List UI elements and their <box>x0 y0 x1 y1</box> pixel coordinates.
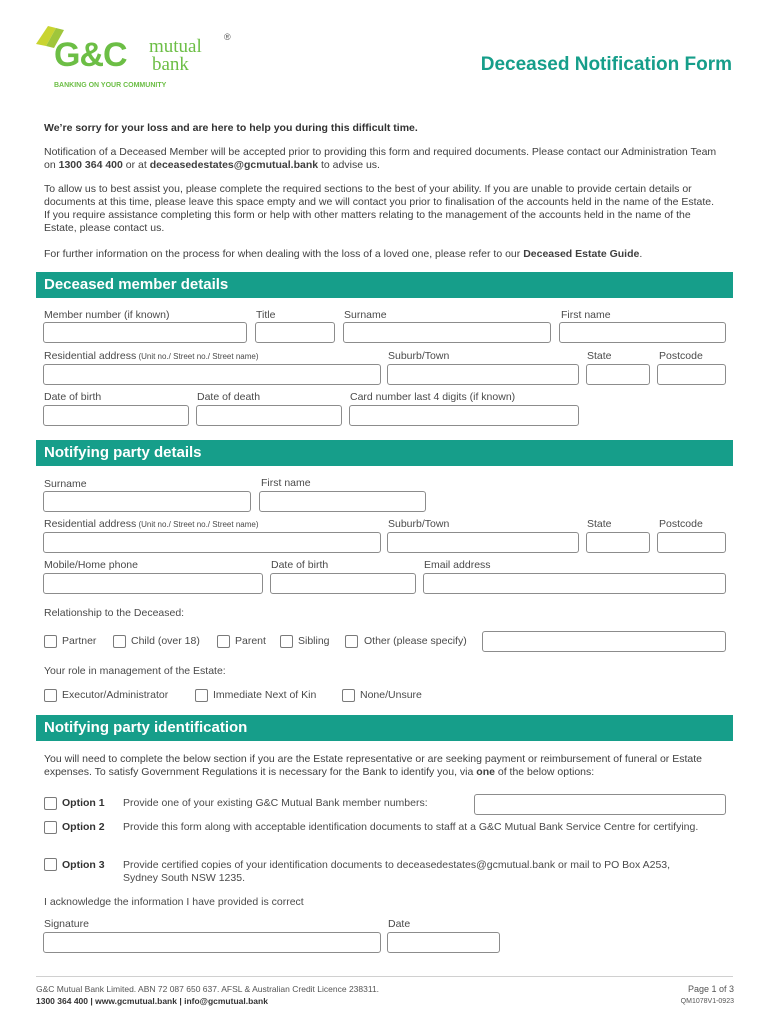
label-np-dob: Date of birth <box>271 559 329 571</box>
label-signature: Signature <box>44 918 89 930</box>
footer-form-code: QM1078V1-0923 <box>680 998 734 1005</box>
label-card-number: Card number last 4 digits (if known) <box>350 391 516 403</box>
label-np-email: Email address <box>424 559 491 571</box>
page-title: Deceased Notification Form <box>480 54 732 75</box>
input-member-number[interactable] <box>43 322 247 343</box>
label-surname: Surname <box>344 309 387 321</box>
label-np-postcode: Postcode <box>659 518 703 530</box>
footer-contacts <box>36 996 268 1006</box>
label-dob: Date of birth <box>44 391 102 403</box>
label-sibling: Sibling <box>298 635 330 647</box>
logo-reg: ® <box>224 32 231 42</box>
label-member-number: Member number (if known) <box>44 309 170 321</box>
input-np-state[interactable] <box>586 532 650 553</box>
input-first-name[interactable] <box>559 322 726 343</box>
section-notifying-heading: Notifying party details <box>36 440 733 466</box>
checkbox-executor[interactable] <box>44 689 57 702</box>
label-executor: Executor/Administrator <box>62 689 169 701</box>
input-np-postcode[interactable] <box>657 532 726 553</box>
input-date[interactable] <box>387 932 500 953</box>
input-member-numbers[interactable] <box>474 794 726 815</box>
intro-paragraph-1 <box>44 146 719 172</box>
label-child: Child (over 18) <box>131 635 200 647</box>
identification-intro-text: You will need to complete the below section if you are the Estate representative or are seeking payment or reimbursement of funeral or Estate expenses. To satisfy Government Regulations it is necessary for the Bank to identify you, via <box>44 753 702 778</box>
intro-paragraph-3 <box>44 248 719 261</box>
option-2-text: Provide this form along with acceptable identification documents to staff at a G&C Mutual Bank Service Centre for certifying. <box>123 821 699 833</box>
label-date: Date <box>388 918 411 930</box>
input-surname[interactable] <box>343 322 551 343</box>
option-1-text: Provide one of your existing G&C Mutual Bank member numbers: <box>123 797 428 809</box>
footer-legal: G&C Mutual Bank Limited. ABN 72 087 650 637. AFSL & Australian Credit Licence 238311. <box>36 984 380 994</box>
footer-separator: | <box>88 996 96 1006</box>
input-np-phone[interactable] <box>43 573 263 594</box>
option-2-label: Option 2 <box>62 821 105 833</box>
input-dob[interactable] <box>43 405 189 426</box>
input-card-number[interactable] <box>349 405 579 426</box>
label-title: Title <box>256 309 276 321</box>
label-role: Your role in management of the Estate: <box>44 665 226 677</box>
checkbox-other[interactable] <box>345 635 358 648</box>
input-dod[interactable] <box>196 405 342 426</box>
label-parent: Parent <box>235 635 266 647</box>
logo-main: G&C <box>54 36 127 74</box>
footer-page-number: Page 1 of 3 <box>687 984 734 994</box>
input-title[interactable] <box>255 322 335 343</box>
input-suburb[interactable] <box>387 364 579 385</box>
input-residential-address[interactable] <box>43 364 381 385</box>
identification-intro <box>44 753 719 779</box>
footer-phone: 1300 364 400 <box>36 996 88 1006</box>
label-np-first-name: First name <box>261 477 311 489</box>
footer-separator: | <box>176 996 185 1006</box>
checkbox-option-2[interactable] <box>44 821 57 834</box>
identification-intro-bold: one <box>476 766 495 778</box>
intro-p3-text: For further information on the process for when dealing with the loss of a loved one, please refer to our <box>44 248 524 260</box>
footer-email-link[interactable]: info@gcmutual.bank <box>184 996 268 1006</box>
label-np-state: State <box>587 518 612 530</box>
intro-phone: 1300 364 400 <box>58 159 123 171</box>
section-deceased-heading: Deceased member details <box>36 272 733 298</box>
input-np-first-name[interactable] <box>259 491 426 512</box>
identification-intro-end: of the below options: <box>494 766 595 778</box>
checkbox-option-1[interactable] <box>44 797 57 810</box>
checkbox-sibling[interactable] <box>280 635 293 648</box>
logo <box>34 24 234 94</box>
logo-tagline: BANKING ON YOUR COMMUNITY <box>54 82 167 89</box>
intro-email-link[interactable]: deceasedestates@gcmutual.bank <box>149 159 319 171</box>
input-np-dob[interactable] <box>270 573 416 594</box>
logo-bank: bank <box>152 54 189 75</box>
checkbox-partner[interactable] <box>44 635 57 648</box>
label-suburb: Suburb/Town <box>388 350 450 362</box>
intro-p1-text-c: to advise us. <box>318 159 380 171</box>
label-np-surname: Surname <box>44 478 87 490</box>
footer-website-link[interactable]: www.gcmutual.bank <box>95 996 177 1006</box>
input-np-surname[interactable] <box>43 491 251 512</box>
footer-divider <box>36 976 733 977</box>
label-first-name: First name <box>561 309 611 321</box>
label-none-unsure: None/Unsure <box>360 689 422 701</box>
label-np-residential-address-text: Residential address <box>44 518 137 530</box>
input-state[interactable] <box>586 364 650 385</box>
intro-p3-end: . <box>639 248 643 260</box>
acknowledge-text: I acknowledge the information I have provided is correct <box>44 896 304 908</box>
label-np-address-hint: (Unit no./ Street no./ Street name) <box>136 520 259 529</box>
label-address-hint: (Unit no./ Street no./ Street name) <box>136 352 259 361</box>
label-np-phone: Mobile/Home phone <box>44 559 138 571</box>
label-dod: Date of death <box>197 391 261 403</box>
deceased-estate-guide-link[interactable]: Deceased Estate Guide <box>523 248 640 260</box>
label-next-of-kin: Immediate Next of Kin <box>213 689 317 701</box>
label-postcode: Postcode <box>659 350 703 362</box>
logo-mutual: mutual <box>149 36 202 57</box>
label-relationship: Relationship to the Deceased: <box>44 607 185 619</box>
section-identification-heading: Notifying party identification <box>36 715 733 741</box>
label-state: State <box>587 350 612 362</box>
input-np-suburb[interactable] <box>387 532 579 553</box>
input-postcode[interactable] <box>657 364 726 385</box>
option-3-text: Provide certified copies of your identification documents to deceasedestates@gcmutual.bank or mail to PO Box A253, Sydney South NSW 1235. <box>123 859 671 884</box>
checkbox-option-3[interactable] <box>44 858 57 871</box>
input-np-residential-address[interactable] <box>43 532 381 553</box>
label-other: Other (please specify) <box>364 635 467 647</box>
label-residential-address <box>44 350 259 362</box>
checkbox-none-unsure[interactable] <box>342 689 355 702</box>
intro-p1-text: Notification of a Deceased Member will be accepted prior to providing this form and required documents. Please contact our Administration Team on <box>44 146 717 171</box>
intro-p1-text-b: or at <box>122 159 150 171</box>
input-np-email[interactable] <box>423 573 726 594</box>
option-3-label: Option 3 <box>62 859 105 871</box>
intro-sorry: We’re sorry for your loss and are here to help you during this difficult time. <box>44 122 418 134</box>
checkbox-parent[interactable] <box>217 635 230 648</box>
label-partner: Partner <box>62 635 97 647</box>
input-signature[interactable] <box>43 932 381 953</box>
label-residential-address-text: Residential address <box>44 350 137 362</box>
label-np-residential-address <box>44 518 259 530</box>
checkbox-child[interactable] <box>113 635 126 648</box>
input-other-specify[interactable] <box>482 631 726 652</box>
label-np-suburb: Suburb/Town <box>388 518 450 530</box>
intro-paragraph-2: To allow us to best assist you, please complete the required sections to the best of your ability. If you are unable to provide certain details or documents at this time, please leave this space empty and we will contact you prior to finalisation of the accounts held in the name of the Estate. If you require assistance completing this form or help with other matters relating to the management of the accounts held in the name of the Estate, please contact us. <box>44 183 715 234</box>
option-1-label: Option 1 <box>62 797 105 809</box>
checkbox-next-of-kin[interactable] <box>195 689 208 702</box>
